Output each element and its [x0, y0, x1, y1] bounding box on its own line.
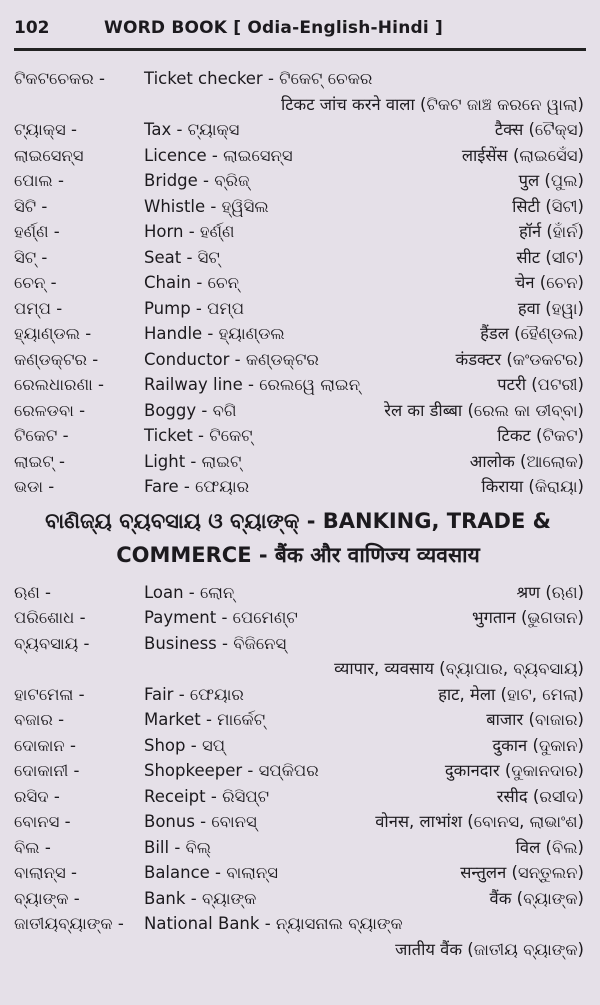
hindi-term: भुगतान (ଭୁଗତାନ) [472, 608, 584, 627]
english-term: Light - ଲାଇଟ୍ [144, 451, 242, 471]
odia-term: ପମ୍ପ - [14, 298, 63, 318]
hindi-term: टिकट जांच करने वाला (ଟିକଟ ଜାଞ୍ଚ କରନେ ୱାଲା) [280, 94, 584, 114]
hindi-term: टिकट (ଟିକଟ) [497, 426, 584, 445]
transport-entries [12, 66, 584, 500]
hindi-term: हॉर्न (ହାଁର୍ନ) [518, 222, 584, 241]
english-term: National Bank - ନ୍ୟାସନାଲ ବ୍ୟାଙ୍କ [144, 914, 403, 933]
odia-term: ରସିଦ - [14, 786, 60, 806]
odia-term: ହ୍ୟାଣ୍ଡଲ - [14, 324, 92, 343]
odia-term: ଭଡା - [14, 477, 55, 496]
entry-row [12, 194, 584, 220]
hindi-term: वोनस, लाभांश (ବୋନସ, ଲାଭାଂଶ) [375, 812, 584, 831]
odia-term: ଟ୍ୟାକ୍ସ - [14, 120, 77, 139]
english-term: Shop - ସପ୍ [144, 735, 226, 755]
english-term: Tax - ଟ୍ୟାକ୍ସ [144, 120, 240, 139]
english-term: Horn - ହର୍ଣ୍ଣ [144, 222, 235, 241]
odia-term: ଲାଇସେନ୍ସ [14, 145, 84, 165]
odia-term: ଟିକେଟ - [14, 426, 69, 445]
odia-term: ବ୍ୟବସାୟ - [14, 633, 90, 653]
english-term: Bank - ବ୍ୟାଙ୍କ [144, 888, 257, 908]
hindi-term: रेल का डीब्बा (ରେଲ କା ଡୀବ୍ବା) [384, 400, 584, 420]
entry-row [12, 398, 584, 424]
english-term: Ticket - ଟିକେଟ୍ [144, 426, 253, 445]
hindi-term: हवा (ହୱା) [517, 298, 584, 318]
odia-term: ଦୋକାନୀ - [14, 761, 80, 780]
english-term: Conductor - କଣ୍ଡକ୍ଟର [144, 349, 319, 369]
page-header [14, 18, 586, 51]
odia-term: ବଜାର - [14, 710, 65, 729]
page-number: 102 [14, 18, 50, 38]
hindi-term: लाईसेंस (ଲାଇସେଁସ) [461, 145, 584, 165]
english-term: Ticket checker - ଟିକେଟ୍ ଚେକର [144, 69, 373, 88]
entry-row [12, 631, 584, 682]
entry-row [12, 707, 584, 733]
odia-term: ହର୍ଣ୍ଣ - [14, 222, 60, 241]
entry-row [12, 296, 584, 322]
entry-row [12, 474, 584, 500]
entry-row [12, 117, 584, 143]
section-heading [12, 500, 584, 580]
odia-term: ସିଟ୍ - [14, 247, 48, 267]
odia-term: ଜାତୀୟବ୍ୟାଙ୍କ - [14, 914, 124, 933]
english-term: Bill - ବିଲ୍ [144, 837, 212, 857]
section-heading-line2: COMMERCE - बैंक और वाणिज्य व्यवसाय [116, 542, 480, 567]
entry-row [12, 449, 584, 475]
entry-row [12, 372, 584, 398]
entry-row [12, 168, 584, 194]
entry-row [12, 605, 584, 631]
english-term: Handle - ହ୍ୟାଣ୍ଡଲ [144, 324, 285, 343]
english-term: Fare - ଫେୟାର [144, 477, 250, 496]
entry-row [12, 911, 584, 962]
english-term: Whistle - ହ୍ୱିସିଲ [144, 196, 269, 216]
banking-entries [12, 580, 584, 963]
entry-row [12, 733, 584, 759]
hindi-term: पुल (ପୁଲ) [518, 171, 584, 190]
odia-term: ଲାଇଟ୍ - [14, 451, 66, 471]
odia-term: କଣ୍ଡକ୍ଟର - [14, 349, 99, 369]
english-term: Shopkeeper - ସପ୍‌କିପର [144, 761, 319, 780]
english-term: Loan - ଲୋନ୍ [144, 582, 235, 602]
hindi-term: जातीय वैंक (ଜାତୀୟ ବ୍ୟାଙ୍କ) [395, 939, 584, 959]
english-term: Pump - ପମ୍ପ [144, 298, 245, 318]
section-heading-line1: ବାଣିଜ୍ୟ ବ୍ୟବସାୟ ଓ ବ୍ୟାଙ୍କ୍ - BANKING, TRADE & [45, 508, 551, 533]
english-term: Fair - ଫେୟାର [144, 684, 244, 704]
hindi-term: वैंक (ବ୍ୟାଙ୍କ) [489, 888, 584, 908]
entry-row [12, 143, 584, 169]
hindi-term: सिटी (ସିଟୀ) [512, 196, 584, 216]
hindi-term: सन्तुलन (ସନ୍ତୁଲନ) [460, 863, 584, 882]
entry-list [12, 66, 584, 962]
english-term: Chain - ଚେନ୍ [144, 273, 239, 292]
odia-term: ବିଲ - [14, 837, 51, 857]
odia-term: ପୋଲ - [14, 171, 64, 190]
entry-row [12, 347, 584, 373]
entry-row [12, 270, 584, 296]
hindi-term: टैक्स (ଟୈକ୍ସ) [494, 120, 584, 139]
entry-row [12, 809, 584, 835]
entry-row [12, 682, 584, 708]
entry-row [12, 860, 584, 886]
hindi-term: रसीद (ରସୀଦ) [496, 786, 584, 806]
odia-term: ବୋନସ - [14, 812, 71, 831]
entry-row [12, 66, 584, 117]
odia-term: ବ୍ୟାଙ୍କ - [14, 888, 80, 908]
odia-term: ଟିକଟଚେକର - [14, 69, 105, 88]
hindi-term: दुकानदार (ଦୁକାନଦାର) [444, 761, 584, 780]
hindi-term: चेन (ଚେନ) [514, 273, 584, 292]
entry-row [12, 245, 584, 271]
english-term: Market - ମାର୍କେଟ୍ [144, 710, 266, 729]
odia-term: ରେଳଡବା - [14, 400, 86, 420]
hindi-term: विल (ବିଲ) [515, 837, 584, 857]
english-term: Licence - ଲାଇସେନ୍ସ [144, 145, 293, 165]
english-term: Railway line - ରେଲୱେ ଲାଇନ୍ [144, 375, 361, 394]
entry-row [12, 784, 584, 810]
hindi-term: हाट, मेला (ହାଟ, ମେଲା) [438, 684, 584, 704]
hindi-term: कंडक्टर (କଂଡକଟର) [455, 349, 584, 369]
hindi-term: सीट (ସୀଟ) [516, 247, 584, 267]
odia-term: ପରିଶୋଧ - [14, 608, 86, 627]
english-term: Boggy - ବଗି [144, 400, 237, 420]
english-term: Business - ବିଜିନେସ୍ [144, 633, 287, 653]
hindi-term: बाजार (ବାଜାର) [486, 710, 584, 729]
odia-term: ରେଲଧାରଣା - [14, 375, 105, 394]
hindi-term: हैंडल (ହୈଣ୍ଡଲ) [480, 324, 584, 343]
english-term: Bridge - ବ୍ରିଜ୍ [144, 171, 250, 190]
hindi-term: श्रण (ଋଣ) [516, 582, 584, 602]
odia-term: ହାଟମେଳା - [14, 684, 85, 704]
entry-row [12, 835, 584, 861]
odia-term: ସିଟି - [14, 196, 48, 216]
entry-row [12, 219, 584, 245]
entry-row [12, 886, 584, 912]
english-term: Balance - ବାଲାନ୍ସ [144, 863, 279, 882]
odia-term: ବାଲାନ୍ସ - [14, 863, 77, 882]
entry-row [12, 758, 584, 784]
odia-term: ଚେନ୍ - [14, 273, 57, 292]
entry-row [12, 423, 584, 449]
hindi-term: आलोक (ଆଲୋକ) [469, 451, 584, 471]
english-term: Receipt - ରିସିପ୍ଟ [144, 786, 270, 806]
odia-term: ଦୋକାନ - [14, 735, 76, 755]
odia-term: ଋଣ - [14, 582, 51, 602]
hindi-term: किराया (କିରାୟା) [481, 477, 584, 496]
hindi-term: पटरी (ପଟରୀ) [497, 375, 584, 394]
hindi-term: दुकान (ଦୁକାନ) [492, 735, 584, 755]
book-title: WORD BOOK [ Odia-English-Hindi ] [104, 18, 443, 38]
english-term: Seat - ସିଟ୍ [144, 247, 220, 267]
entry-row [12, 321, 584, 347]
english-term: Bonus - ବୋନସ୍ [144, 812, 257, 831]
hindi-term: व्यापार, व्यवसाय (ବ୍ୟାପାର, ବ୍ୟବସାୟ) [334, 659, 584, 678]
entry-row [12, 580, 584, 606]
english-term: Payment - ପେମେଣ୍ଟ [144, 608, 298, 627]
